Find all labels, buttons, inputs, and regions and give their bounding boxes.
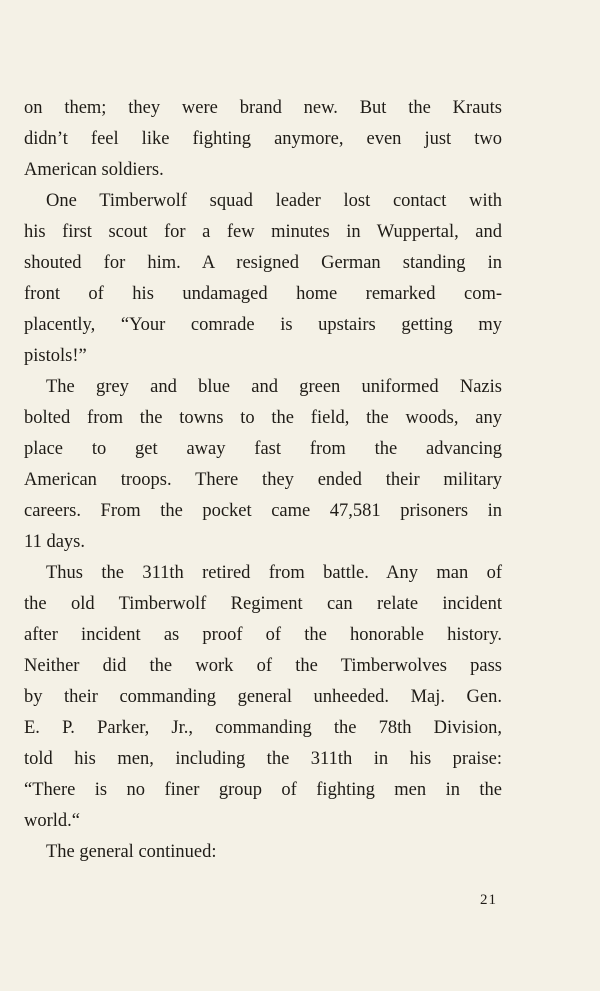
text-line: shouted for him. A resigned German standing in <box>24 253 502 273</box>
text-line: bolted from the towns to the field, the woods, any <box>24 408 502 428</box>
text-line: E. P. Parker, Jr., commanding the 78th Division, <box>24 718 502 738</box>
text-line: world.“ <box>24 811 80 831</box>
text-line: placently, “Your comrade is upstairs getting my <box>24 315 502 335</box>
text-line: place to get away fast from the advancing <box>24 439 502 459</box>
text-line: Thus the 311th retired from battle. Any man of <box>46 563 502 583</box>
text-line: by their commanding general unheeded. Maj. Gen. <box>24 687 502 707</box>
text-line: The grey and blue and green uniformed Nazis <box>46 377 502 397</box>
text-line: his first scout for a few minutes in Wuppertal, and <box>24 222 502 242</box>
text-line: careers. From the pocket came 47,581 prisoners in <box>24 501 502 521</box>
text-line: on them; they were brand new. But the Krauts <box>24 98 502 118</box>
page-number: 21 <box>480 892 497 908</box>
text-line: Neither did the work of the Timberwolves pass <box>24 656 502 676</box>
text-line: American soldiers. <box>24 160 164 180</box>
text-line: didn’t feel like fighting anymore, even just two <box>24 129 502 149</box>
text-line: One Timberwolf squad leader lost contact with <box>46 191 502 211</box>
body-text <box>24 93 502 868</box>
text-line: front of his undamaged home remarked com- <box>24 284 502 304</box>
text-line: after incident as proof of the honorable history. <box>24 625 502 645</box>
text-line: “There is no finer group of fighting men in the <box>24 780 502 800</box>
text-line: American troops. There they ended their military <box>24 470 502 490</box>
text-line: the old Timberwolf Regiment can relate incident <box>24 594 502 614</box>
text-line: 11 days. <box>24 532 85 552</box>
text-line: The general continued: <box>46 842 217 862</box>
text-line: pistols!” <box>24 346 87 366</box>
text-line: told his men, including the 311th in his praise: <box>24 749 502 769</box>
